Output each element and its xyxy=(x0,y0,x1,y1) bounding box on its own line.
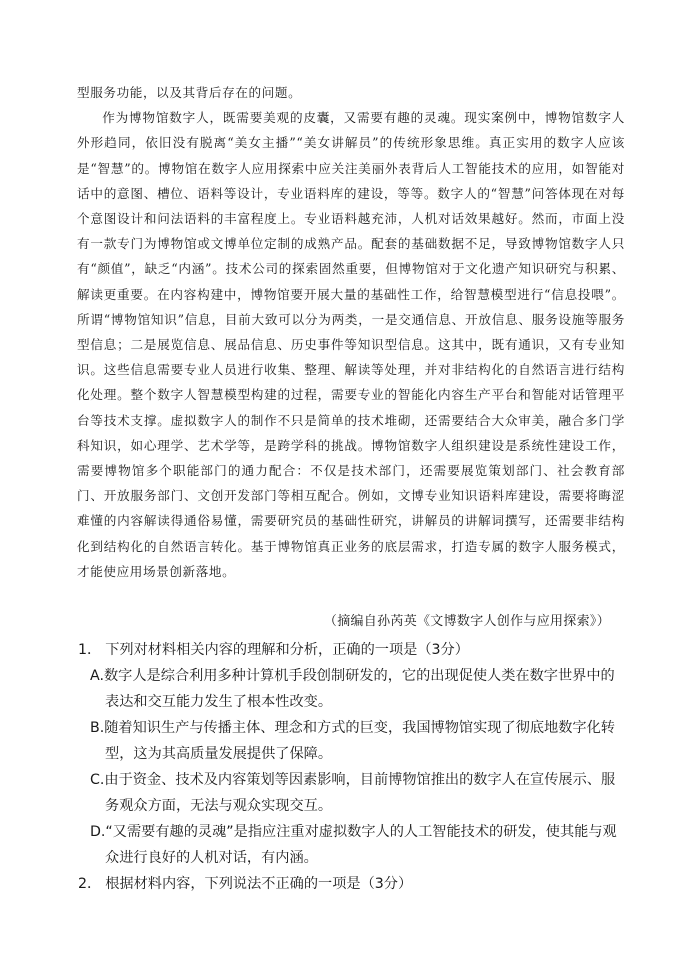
question-1-option-d: D.“又需要有趣的灵魂”是指应注重对虚拟数字人的人工智能技术的研发，使其能与观众进行良好的人机对话，有内涵。 xyxy=(90,824,617,866)
question-2-stem xyxy=(78,871,626,897)
passage-paragraph-1: 型服务功能，以及其背后存在的问题。 xyxy=(77,85,302,100)
question-1-number: 1． xyxy=(78,642,102,658)
question-1-option-b: B.随着知识生产与传播主体、理念和方式的巨变，我国博物馆实现了彻底地数字化转型，这为其高质量发展提供了保障。 xyxy=(90,720,615,762)
reading-passage xyxy=(77,80,625,584)
question-1-stem xyxy=(78,637,626,663)
question-list xyxy=(78,637,626,897)
question-1-text: 下列对材料相关内容的理解和分析，正确的一项是（3分） xyxy=(105,642,469,658)
question-2-number: 2． xyxy=(78,876,102,892)
passage-paragraph-2: 作为博物馆数字人，既需要美观的皮囊，又需要有趣的灵魂。现实案例中，博物馆数字人外形趋同，依旧没有脱离“美女主播”“美女讲解员”的传统形象思维。真正实用的数字人应该是“智慧”的。博物馆在数字人应用探索中应关注美丽外表背后人工智能技术的应用，如智能对话中的意图、槽位、语料等设计，专业语料库的建设，等等。数字人的“智慧”问答体现在对每个意图设计和问法语料的丰富程度上。专业语料越充沛，人机对话效果越好。然而，市面上没有一款专门为博物馆或文博单位定制的成熟产品。配套的基础数据不足，导致博物馆数字人只有“颜值”，缺乏“内涵”。技术公司的探索固然重要，但博物馆对于文化遗产知识研究与积累、解读更重要。在内容构建中，博物馆要开展大量的基础性工作，给智慧模型进行“信息投喂”。所谓“博物馆知识”信息，目前大致可以分为两类，一是交通信息、开放信息、服务设施等服务型信息；二是展览信息、展品信息、历史事件等知识型信息。这其中，既有通识，又有专业知识。这些信息需要专业人员进行收集、整理、解读等处理，并对非结构化的自然语言进行结构化处理。整个数字人智慧模型构建的过程，需要专业的智能化内容生产平台和智能对话管理平台等技术支撑。虚拟数字人的制作不只是简单的技术堆砌，还需要结合大众审美，融合多门学科知识，如心理学、艺术学等，是跨学科的挑战。博物馆数字人组织建设是系统性建设工作，需要博物馆多个职能部门的通力配合：不仅是技术部门，还需要展览策划部门、社会教育部门、开放服务部门、文创开发部门等相互配合。例如，文博专业知识语料库建设，需要将晦涩难懂的内容解读得通俗易懂，需要研究员的基础性研究，讲解员的讲解词撰写，还需要非结构化到结构化的自然语言转化。基于博物馆真正业务的底层需求，打造专属的数字人服务模式，才能使应用场景创新落地。 xyxy=(77,110,625,579)
question-1-option-a: A.数字人是综合利用多种计算机手段创制研发的，它的出现促使人类在数字世界中的表达和交互能力发生了根本性改变。 xyxy=(90,668,615,710)
question-2 xyxy=(78,871,626,897)
question-1 xyxy=(78,637,626,871)
passage-source: （摘编自孙芮英《文博数字人创作与应用探索》） xyxy=(323,614,610,629)
question-2-text: 根据材料内容，下列说法不正确的一项是（3分） xyxy=(105,876,413,892)
question-1-option-c: C.由于资金、技术及内容策划等因素影响，目前博物馆推出的数字人在宣传展示、服务观众方面，无法与观众实现交互。 xyxy=(90,772,616,814)
